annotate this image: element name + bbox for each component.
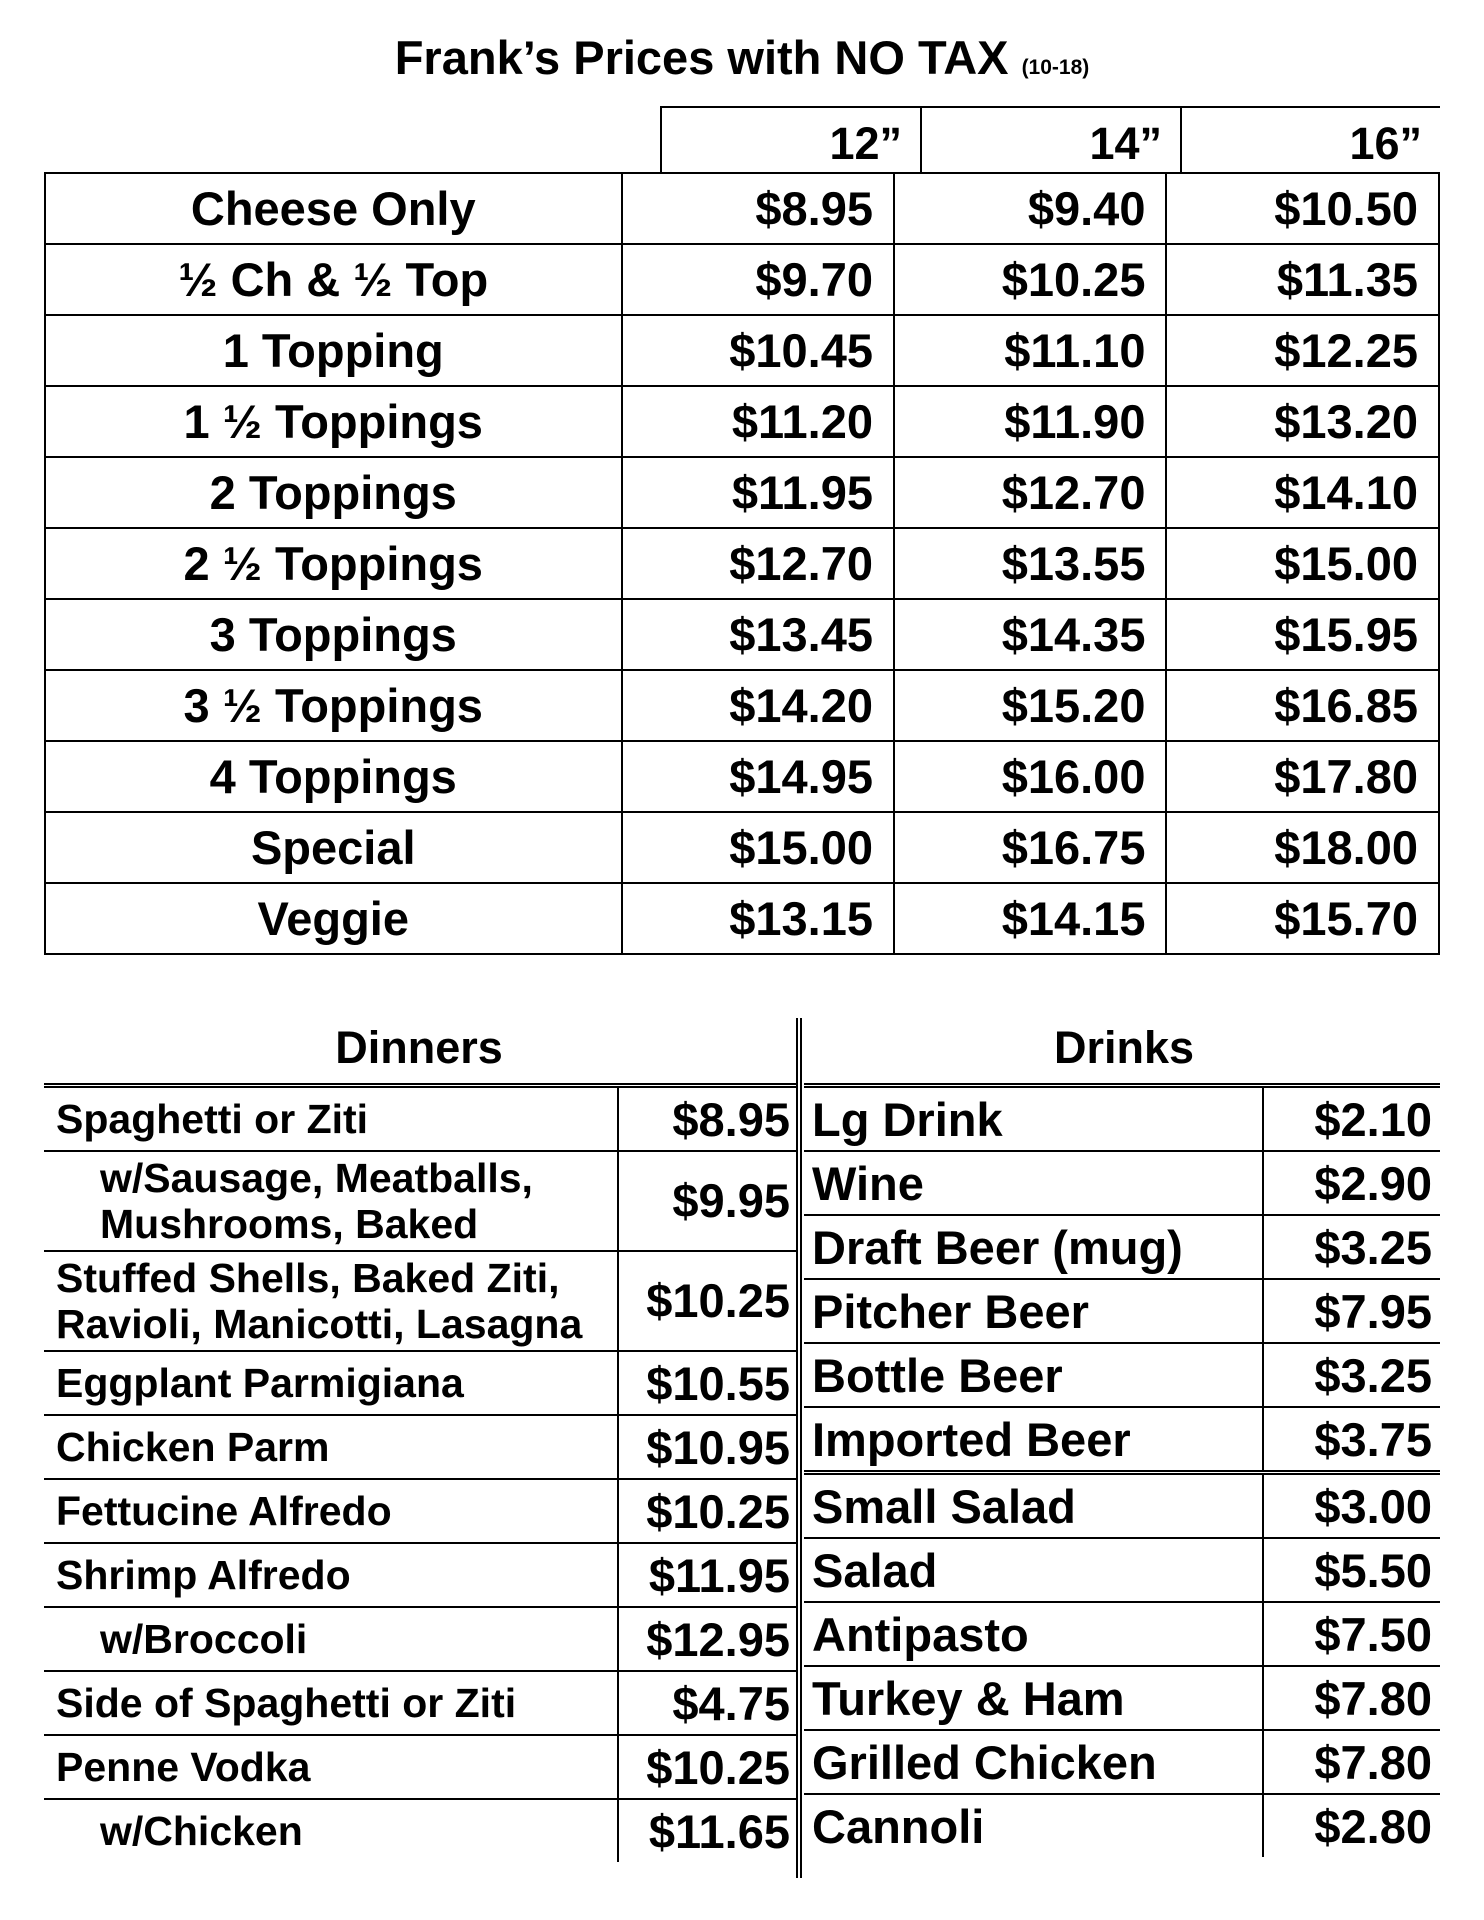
pizza-price-cell: $13.45 [622, 599, 894, 670]
dinner-name: Eggplant Parmigiana [44, 1351, 618, 1415]
pizza-price-cell: $12.70 [894, 457, 1166, 528]
drink-price: $2.10 [1263, 1086, 1440, 1152]
pizza-price-cell: $11.20 [622, 386, 894, 457]
pizza-row [45, 457, 1439, 528]
dinner-name [44, 1151, 618, 1251]
drink-row [804, 1151, 1440, 1215]
dinner-row [44, 1735, 796, 1799]
dinners-heading: Dinners [335, 1022, 503, 1073]
pizza-price-cell: $11.10 [894, 315, 1166, 386]
dinner-row [44, 1415, 796, 1479]
drink-name: Antipasto [804, 1602, 1263, 1666]
pizza-price-cell: $13.55 [894, 528, 1166, 599]
drinks-heading: Drinks [1053, 1022, 1195, 1073]
drink-price: $7.80 [1263, 1666, 1440, 1730]
drink-row [804, 1602, 1440, 1666]
pizza-price-cell: $18.00 [1166, 812, 1439, 883]
pizza-row [45, 599, 1439, 670]
drink-price: $2.90 [1263, 1151, 1440, 1215]
drink-name: Draft Beer (mug) [804, 1215, 1263, 1279]
pizza-price-cell: $14.10 [1166, 457, 1439, 528]
title-date: (10-18) [1021, 56, 1090, 79]
drink-name: Lg Drink [804, 1086, 1263, 1152]
pizza-price-cell: $17.80 [1166, 741, 1439, 812]
pizza-row-label: Veggie [45, 883, 622, 954]
pizza-price-cell: $11.35 [1166, 244, 1439, 315]
drink-row [804, 1473, 1440, 1539]
pizza-row [45, 670, 1439, 741]
drink-price: $7.50 [1263, 1602, 1440, 1666]
drink-price: $2.80 [1263, 1794, 1440, 1857]
dinner-price: $10.55 [618, 1351, 796, 1415]
drink-name: Pitcher Beer [804, 1279, 1263, 1343]
drink-row [804, 1407, 1440, 1473]
pizza-price-cell: $14.20 [622, 670, 894, 741]
dinner-row [44, 1479, 796, 1543]
drink-name: Bottle Beer [804, 1343, 1263, 1407]
drink-name: Salad [804, 1538, 1263, 1602]
dinner-row [44, 1607, 796, 1671]
pizza-row-label: Special [45, 812, 622, 883]
dinner-name-line: Ravioli, Manicotti, Lasagna [56, 1301, 583, 1347]
drinks-table [804, 1083, 1440, 1857]
dinner-name-line: Stuffed Shells, Baked Ziti, [56, 1255, 560, 1301]
pizza-price-cell: $12.70 [622, 528, 894, 599]
drink-name: Small Salad [804, 1473, 1263, 1539]
dinner-row [44, 1086, 796, 1152]
pizza-price-cell: $9.70 [622, 244, 894, 315]
pizza-price-cell: $14.95 [622, 741, 894, 812]
title-main: Frank’s Prices with NO TAX [394, 31, 1009, 84]
dinner-price: $9.95 [618, 1151, 796, 1251]
pizza-row [45, 883, 1439, 954]
dinner-price: $11.65 [618, 1799, 796, 1862]
size-16: 16” [1180, 108, 1440, 172]
dinners-table [44, 1083, 796, 1862]
pizza-price-cell: $10.50 [1166, 173, 1439, 244]
drink-price: $3.25 [1263, 1343, 1440, 1407]
pizza-price-cell: $15.20 [894, 670, 1166, 741]
drink-row [804, 1086, 1440, 1152]
drink-name: Turkey & Ham [804, 1666, 1263, 1730]
dinner-row [44, 1251, 796, 1351]
pizza-row [45, 244, 1439, 315]
pizza-price-cell: $16.75 [894, 812, 1166, 883]
drink-name: Wine [804, 1151, 1263, 1215]
dinner-name: w/Broccoli [44, 1607, 618, 1671]
pizza-price-cell: $11.90 [894, 386, 1166, 457]
dinner-price: $10.25 [618, 1251, 796, 1351]
pizza-row [45, 386, 1439, 457]
column-divider [796, 1018, 802, 1878]
pizza-price-cell: $11.95 [622, 457, 894, 528]
pizza-price-cell: $15.95 [1166, 599, 1439, 670]
pizza-row-label: 3 ½ Toppings [45, 670, 622, 741]
dinner-price: $4.75 [618, 1671, 796, 1735]
dinner-name: Shrimp Alfredo [44, 1543, 618, 1607]
pizza-row-label: 2 Toppings [45, 457, 622, 528]
pizza-price-cell: $10.25 [894, 244, 1166, 315]
size-12: 12” [660, 108, 920, 172]
dinner-price: $11.95 [618, 1543, 796, 1607]
dinner-row [44, 1543, 796, 1607]
pizza-price-cell: $13.20 [1166, 386, 1439, 457]
pizza-price-cell: $15.70 [1166, 883, 1439, 954]
dinner-name: Spaghetti or Ziti [44, 1086, 618, 1152]
pizza-price-cell: $8.95 [622, 173, 894, 244]
drink-price: $7.95 [1263, 1279, 1440, 1343]
pizza-row-label: ½ Ch & ½ Top [45, 244, 622, 315]
pizza-price-table [44, 172, 1440, 955]
pizza-price-cell: $9.40 [894, 173, 1166, 244]
dinner-price: $8.95 [618, 1086, 796, 1152]
drink-row [804, 1215, 1440, 1279]
dinner-row [44, 1799, 796, 1862]
pizza-price-cell: $14.15 [894, 883, 1166, 954]
pizza-price-cell: $16.00 [894, 741, 1166, 812]
pizza-price-cell: $12.25 [1166, 315, 1439, 386]
drink-row [804, 1279, 1440, 1343]
pizza-price-cell: $13.15 [622, 883, 894, 954]
drink-row [804, 1730, 1440, 1794]
pizza-price-cell: $15.00 [1166, 528, 1439, 599]
drink-name: Cannoli [804, 1794, 1263, 1857]
dinner-name: Chicken Parm [44, 1415, 618, 1479]
dinner-row [44, 1151, 796, 1251]
pizza-price-cell: $10.45 [622, 315, 894, 386]
dinner-name: Penne Vodka [44, 1735, 618, 1799]
drink-row [804, 1666, 1440, 1730]
pizza-row [45, 173, 1439, 244]
drink-price: $7.80 [1263, 1730, 1440, 1794]
dinner-row [44, 1671, 796, 1735]
drink-row [804, 1343, 1440, 1407]
dinner-row [44, 1351, 796, 1415]
drink-price: $5.50 [1263, 1538, 1440, 1602]
pizza-size-header [660, 106, 1440, 172]
dinner-price: $10.95 [618, 1415, 796, 1479]
dinner-name: Side of Spaghetti or Ziti [44, 1671, 618, 1735]
pizza-row-label: 4 Toppings [45, 741, 622, 812]
page-title [0, 30, 1484, 85]
pizza-row [45, 315, 1439, 386]
dinner-price: $10.25 [618, 1479, 796, 1543]
dinner-name-line: w/Sausage, Meatballs, [100, 1155, 533, 1201]
pizza-price-cell: $15.00 [622, 812, 894, 883]
drink-row [804, 1794, 1440, 1857]
pizza-row-label: 1 ½ Toppings [45, 386, 622, 457]
drink-row [804, 1538, 1440, 1602]
pizza-row [45, 812, 1439, 883]
pizza-row-label: 2 ½ Toppings [45, 528, 622, 599]
pizza-price-cell: $16.85 [1166, 670, 1439, 741]
dinner-name: Fettucine Alfredo [44, 1479, 618, 1543]
pizza-row [45, 528, 1439, 599]
dinner-price: $12.95 [618, 1607, 796, 1671]
dinner-price: $10.25 [618, 1735, 796, 1799]
drink-name: Imported Beer [804, 1407, 1263, 1473]
pizza-price-cell: $14.35 [894, 599, 1166, 670]
pizza-row-label: 3 Toppings [45, 599, 622, 670]
drink-name: Grilled Chicken [804, 1730, 1263, 1794]
drink-price: $3.00 [1263, 1473, 1440, 1539]
dinner-name [44, 1251, 618, 1351]
size-14: 14” [920, 108, 1180, 172]
pizza-row-label: 1 Topping [45, 315, 622, 386]
dinner-name: w/Chicken [44, 1799, 618, 1862]
drink-price: $3.25 [1263, 1215, 1440, 1279]
drink-price: $3.75 [1263, 1407, 1440, 1473]
dinner-name-line: Mushrooms, Baked [100, 1201, 479, 1247]
pizza-row-label: Cheese Only [45, 173, 622, 244]
pizza-row [45, 741, 1439, 812]
